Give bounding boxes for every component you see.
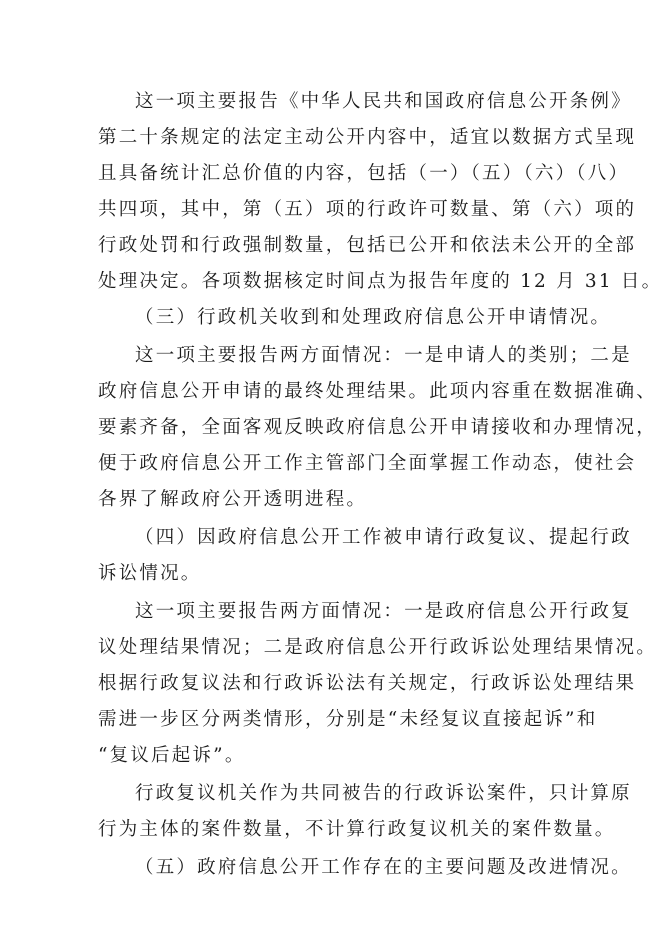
- paragraph-line: 行政处罚和行政强制数量，包括已公开和依法未公开的全部: [98, 235, 637, 256]
- paragraph-line: 这一项主要报告两方面情况：一是政府信息公开行政复: [135, 601, 632, 622]
- paragraph-line: 这一项主要报告《中华人民共和国政府信息公开条例》: [135, 91, 632, 112]
- paragraph-line: 行为主体的案件数量，不计算行政复议机关的案件数量。: [98, 819, 616, 840]
- paragraph-line: 第二十条规定的法定主动公开内容中，适宜以数据方式呈现: [98, 127, 637, 148]
- paragraph-line: 便于政府信息公开工作主管部门全面掌握工作动态，使社会: [98, 453, 637, 474]
- section-heading: （四）因政府信息公开工作被申请行政复议、提起行政: [135, 527, 632, 548]
- paragraph-line: 议处理结果情况；二是政府信息公开行政诉讼处理结果情况。: [98, 637, 657, 658]
- section-heading: （五）政府信息公开工作存在的主要问题及改进情况。: [135, 857, 632, 878]
- paragraph-line: 需进一步区分两类情形，分别是“未经复议直接起诉”和: [98, 709, 598, 730]
- paragraph-line: “复议后起诉”。: [98, 745, 246, 766]
- paragraph-line: 且具备统计汇总价值的内容，包括（一）（五）（六）（八）: [98, 163, 630, 184]
- paragraph-line: 各界了解政府公开透明进程。: [98, 489, 368, 510]
- paragraph-line: 行政复议机关作为共同被告的行政诉讼案件，只计算原: [135, 783, 632, 804]
- paragraph-line: 政府信息公开申请的最终处理结果。此项内容重在数据准确、: [98, 381, 657, 402]
- paragraph-line: 这一项主要报告两方面情况：一是申请人的类别；二是: [135, 345, 632, 366]
- section-heading-continued: 诉讼情况。: [98, 563, 202, 584]
- paragraph-line: 处理决定。各项数据核定时间点为报告年度的 12 月 31 日。: [98, 271, 662, 292]
- section-heading: （三）行政机关收到和处理政府信息公开申请情况。: [135, 307, 612, 328]
- paragraph-line: 根据行政复议法和行政诉讼法有关规定，行政诉讼处理结果: [98, 673, 637, 694]
- paragraph-line: 要素齐备，全面客观反映政府信息公开申请接收和办理情况，: [98, 417, 657, 438]
- paragraph-line: 共四项，其中，第（五）项的行政许可数量、第（六）项的: [98, 199, 637, 220]
